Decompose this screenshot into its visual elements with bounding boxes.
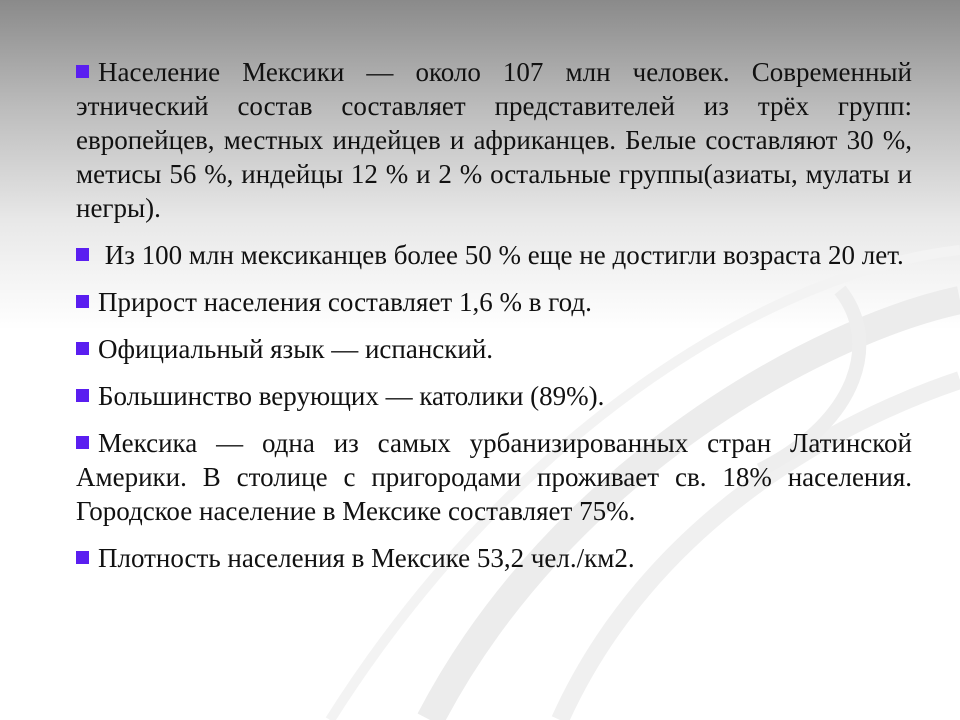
bullet-item: [76, 55, 912, 225]
bullet-item: [76, 238, 912, 272]
bullet-item: [76, 379, 912, 413]
bullet-text: Большинство верующих — католики (89%).: [98, 381, 605, 411]
bullet-item: [76, 332, 912, 366]
square-bullet-icon: [76, 248, 89, 261]
square-bullet-icon: [76, 295, 89, 308]
square-bullet-icon: [76, 551, 89, 564]
square-bullet-icon: [76, 342, 89, 355]
bullet-item: [76, 285, 912, 319]
bullet-text: Из 100 млн мексиканцев более 50 % еще не достигли возраста 20 лет.: [104, 240, 904, 270]
square-bullet-icon: [76, 65, 89, 78]
bullet-text: Официальный язык — испанский.: [98, 334, 494, 364]
square-bullet-icon: [76, 389, 89, 402]
slide-content: [76, 55, 912, 588]
bullet-text: Прирост населения составляет 1,6 % в год.: [98, 287, 592, 317]
bullet-item: [76, 541, 912, 575]
bullet-text: Население Мексики — около 107 млн человек. Современный этнический состав составляет представителей из трёх групп: европейцев, местных индейцев и африканцев. Белые составляют 30 %, метисы 56 %, индейцы 12 % и 2 % остальные группы(азиаты, мулаты и негры).: [76, 57, 912, 223]
bullet-item: [76, 426, 912, 528]
square-bullet-icon: [76, 436, 89, 449]
bullet-text: Плотность населения в Мексике 53,2 чел./км2.: [98, 543, 635, 573]
bullet-text: Мексика — одна из самых урбанизированных стран Латинской Америки. В столице с пригородами проживает св. 18% населения. Городское население в Мексике составляет 75%.: [76, 428, 912, 526]
